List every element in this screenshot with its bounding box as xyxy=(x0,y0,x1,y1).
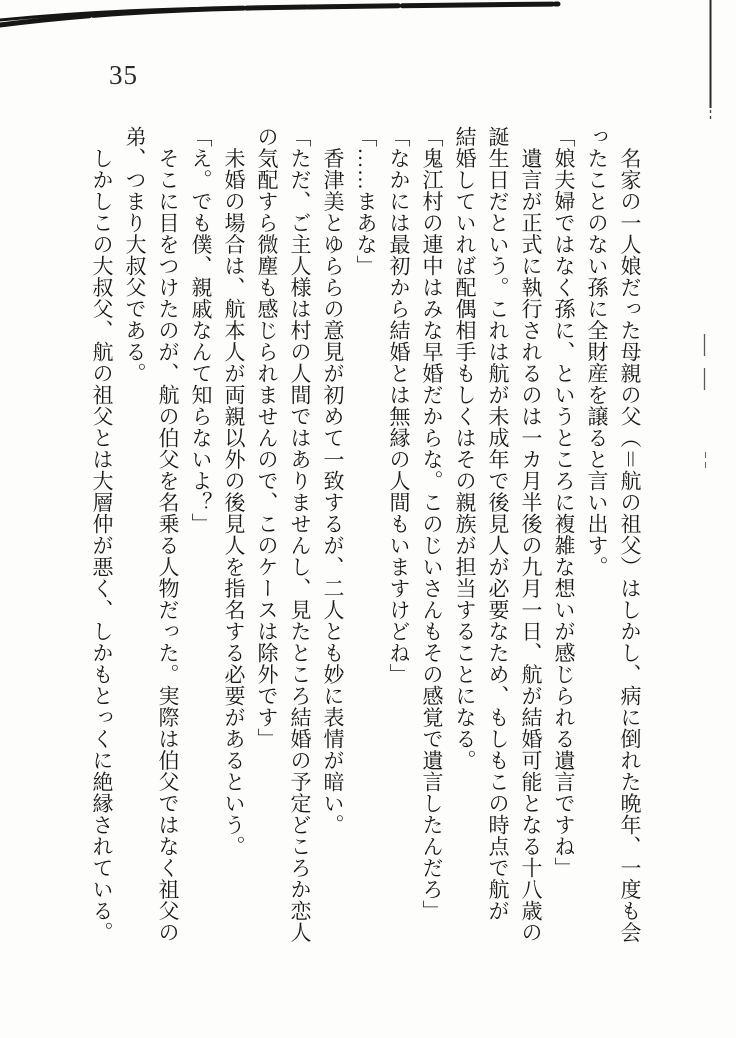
text-column: 遺言が正式に執行されるのは一カ月半後の九月一日、航が結婚可能となる十八歳の xyxy=(519,126,543,943)
text-column: 弟、つまり大叔父である。 xyxy=(123,126,147,384)
text-column: そこに目をつけたのが、航の伯父を名乗る人物だった。実際は伯父ではなく祖父の xyxy=(156,126,180,943)
scan-artifact-top-line-2 xyxy=(0,8,230,20)
text-column: 「鬼江村の連中はみな早婚だからな。このじいさんもその感覚で遺言したんだろ」 xyxy=(420,126,444,922)
scan-artifact-top-line xyxy=(0,4,558,25)
text-column: 未婚の場合は、航本人が両親以外の後見人を指名する必要があるという。 xyxy=(222,126,246,857)
text-column: の気配すら微塵も感じられませんので、このケースは除外です」 xyxy=(255,126,279,750)
text-column: 名家の一人娘だった母親の父（＝航の祖父）はしかし、病に倒れた晩年、一度も会 xyxy=(618,126,642,943)
text-column: 香津美とゆららの意見が初めて一致するが、二人とも妙に表情が暗い。 xyxy=(321,126,345,836)
text-column: 結婚していれば配偶相手もしくはその親族が担当することになる。 xyxy=(453,126,477,771)
text-column: ったことのない孫に全財産を譲ると言い出す。 xyxy=(585,126,609,578)
body-text xyxy=(85,126,646,971)
text-column: 「ただ、ご主人様は村の人間ではありませんし、見たところ結婚の予定どころか恋人 xyxy=(288,126,312,943)
text-column: しかしこの大叔父、航の祖父とは大層仲が悪く、しかもとっくに絶縁されている。 xyxy=(90,126,114,943)
text-column: 誕生日だという。これは航が未成年で後見人が必要なため、もしもこの時点で航が xyxy=(486,126,510,922)
page-number: 35 xyxy=(109,60,138,90)
text-column: 「娘夫婦ではなく孫に、というところに複雑な想いが感じられる遺言ですね」 xyxy=(552,126,576,879)
text-column: 「え。でも僕、親戚なんて知らないよ？」 xyxy=(189,126,213,535)
text-column: 「なかには最初から結婚とは無縁の人間もいますけどね」 xyxy=(387,126,411,685)
text-column: 「……まあな」 xyxy=(354,126,378,277)
